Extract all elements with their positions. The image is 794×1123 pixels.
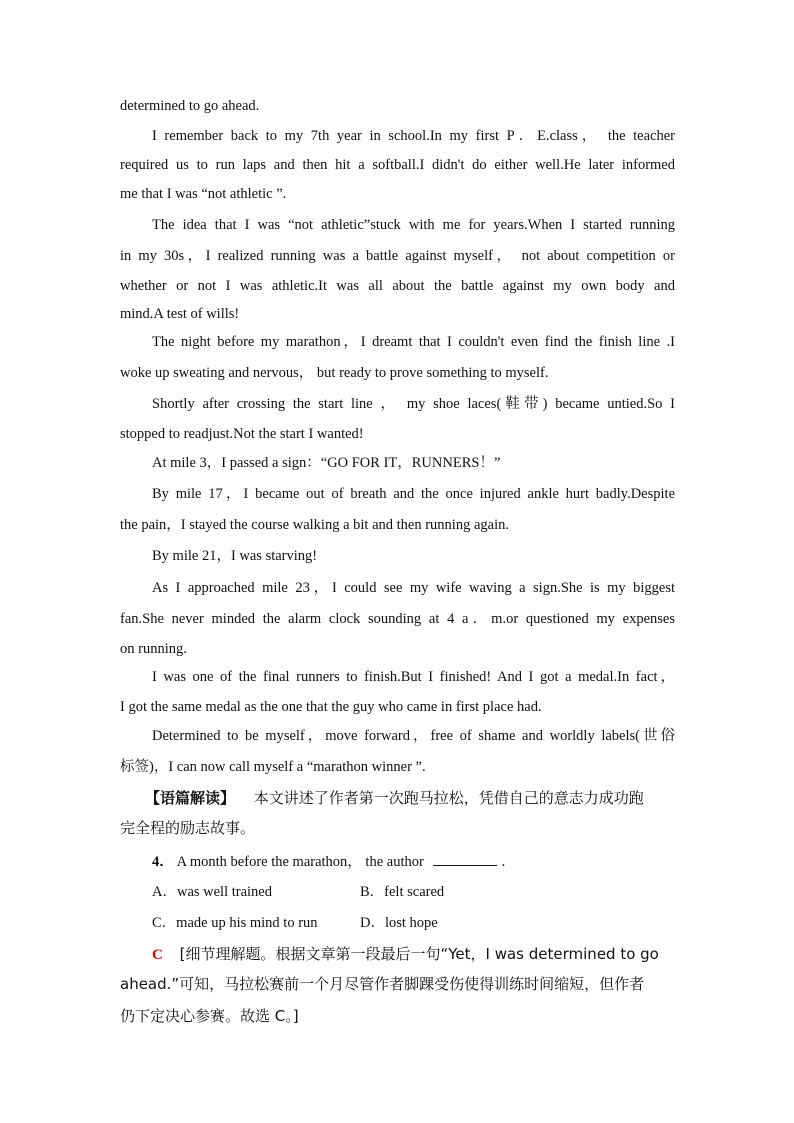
- analysis-text: 本文讲述了作者第一次跑马拉松，凭借自己的意志力成功跑: [253, 789, 644, 807]
- analysis-text: 完全程的励志故事。: [120, 819, 256, 837]
- passage-line: I was one of the final runners to finish.But I finished! And I got a medal.In fact，: [152, 669, 675, 685]
- passage-line: I got the same medal as the one that the guy who came in first place had.: [120, 699, 542, 715]
- option-a: A．was well trained: [152, 884, 272, 900]
- answer-text: [细节理解题。根据文章第一段最后一句“Yet，I was determined to go: [179, 945, 659, 963]
- passage-line: the pain，I stayed the course walking a bit and then running again.: [120, 517, 509, 533]
- passage-line: fan.She never minded the alarm clock sounding at 4 a．m.or questioned my expenses: [120, 611, 675, 627]
- option-d: D．lost hope: [360, 915, 438, 931]
- answer-text: 仍下定决心参赛。故选 C。]: [120, 1007, 299, 1025]
- answer-letter: C: [152, 947, 163, 963]
- question-stem: [152, 851, 672, 872]
- answer-explanation: [152, 944, 675, 965]
- passage-line: me that I was “not athletic ”.: [120, 186, 287, 202]
- passage-line: mind.A test of wills!: [120, 306, 240, 322]
- passage-line: The idea that I was “not athletic”stuck with me for years.When I started running: [152, 217, 675, 233]
- passage-line: woke up sweating and nervous， but ready to prove something to myself.: [120, 365, 549, 381]
- passage-line: I remember back to my 7th year in school.In my first P．E.class， the teacher: [152, 128, 675, 144]
- answer-blank: [433, 851, 497, 866]
- question-end: ．: [501, 854, 516, 870]
- question-text: A month before the marathon， the author: [176, 854, 424, 870]
- passage-line: determined to go ahead.: [120, 98, 260, 114]
- passage-line: required us to run laps and then hit a softball.I didn't do either well.He later informed: [120, 157, 675, 173]
- analysis-tag: 【语篇解读】: [145, 789, 236, 807]
- answer-text: ahead.”可知，马拉松赛前一个月尽管作者脚踝受伤使得训练时间缩短，但作者: [120, 975, 645, 993]
- option-b: B．felt scared: [360, 884, 445, 900]
- passage-line: By mile 17，I became out of breath and the once injured ankle hurt badly.Despite: [152, 486, 675, 502]
- passage-line: By mile 21，I was starving!: [152, 548, 318, 564]
- passage-line: Shortly after crossing the start line ， my shoe laces(鞋带) became untied.So I: [152, 396, 675, 412]
- passage-line: in my 30s，I realized running was a battle against myself， not about competition or: [120, 248, 675, 264]
- passage-line: on running.: [120, 641, 187, 657]
- analysis-paragraph: [145, 788, 675, 808]
- passage-line: Determined to be myself，move forward，free of shame and worldly labels(世俗: [152, 728, 675, 744]
- option-c: C．made up his mind to run: [152, 915, 318, 931]
- passage-line: stopped to readjust.Not the start I wanted!: [120, 426, 364, 442]
- passage-line: As I approached mile 23，I could see my wife waving a sign.She is my biggest: [152, 580, 675, 596]
- passage-line: 标签)，I can now call myself a “marathon winner ”.: [120, 759, 426, 775]
- question-number: 4．: [152, 854, 174, 870]
- passage-line: At mile 3，I passed a sign：“GO FOR IT，RUNNERS！”: [152, 455, 501, 471]
- passage-line: The night before my marathon，I dreamt that I couldn't even find the finish line .I: [152, 334, 675, 350]
- passage-line: whether or not I was athletic.It was all about the battle against my own body and: [120, 278, 675, 294]
